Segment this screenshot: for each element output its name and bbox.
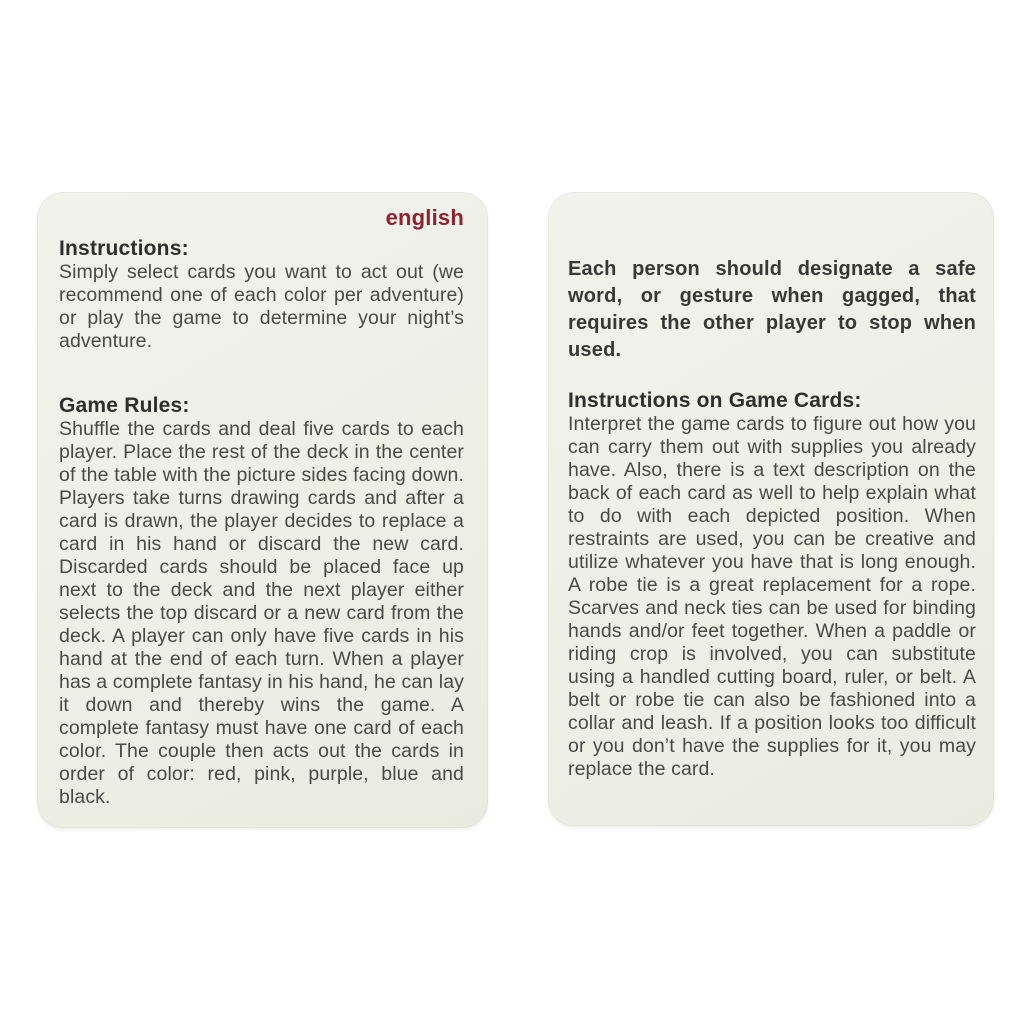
game-cards-instructions-heading: Instructions on Game Cards: xyxy=(568,389,862,412)
game-rules-section xyxy=(59,393,464,809)
game-cards-instructions-section xyxy=(568,388,976,781)
language-label: english xyxy=(385,205,464,230)
instructions-section xyxy=(59,236,464,353)
instructions-body: Simply select cards you want to act out (we recommend one of each color per adventure) or play the game to determine your night’s adventure. xyxy=(59,261,464,352)
game-cards-instructions-body: Interpret the game cards to figure out how you can carry them out with supplies you already have. Also, there is a text description on the back of each card as well to help explain what to do with each depicted position. When restraints are used, you can be creative and utilize whatever you have that is long enough. A robe tie is a great replacement for a rope. Scarves and neck ties can be used for binding hands and/or feet together. When a paddle or riding crop is involved, you can substitute using a handled cutting board, ruler, or belt. A belt or robe tie can also be fashioned into a collar and leash. If a position looks too difficult or you don’t have the supplies for it, you may replace the card. xyxy=(568,413,976,780)
instruction-card-english xyxy=(37,192,488,828)
instruction-card-game-cards xyxy=(548,192,994,826)
game-rules-heading: Game Rules: xyxy=(59,394,190,417)
game-rules-body: Shuffle the cards and deal five cards to each player. Place the rest of the deck in the center of the table with the picture sides facing down. Players take turns drawing cards and after a card is drawn, the player decides to replace a card in his hand or discard the new card. Discarded cards should be placed face up next to the deck and the next player either selects the top discard or a new card from the deck. A player can only have five cards in his hand at the end of each turn. When a player has a complete fantasy in his hand, he can lay it down and thereby wins the game. A complete fantasy must have one card of each color. The couple then acts out the cards in order of color: red, pink, purple, blue and black. xyxy=(59,418,464,808)
safe-word-notice: Each person should designate a safe word, or gesture when gagged, that requires the other player to stop when used. xyxy=(568,258,976,361)
instructions-heading: Instructions: xyxy=(59,237,189,260)
